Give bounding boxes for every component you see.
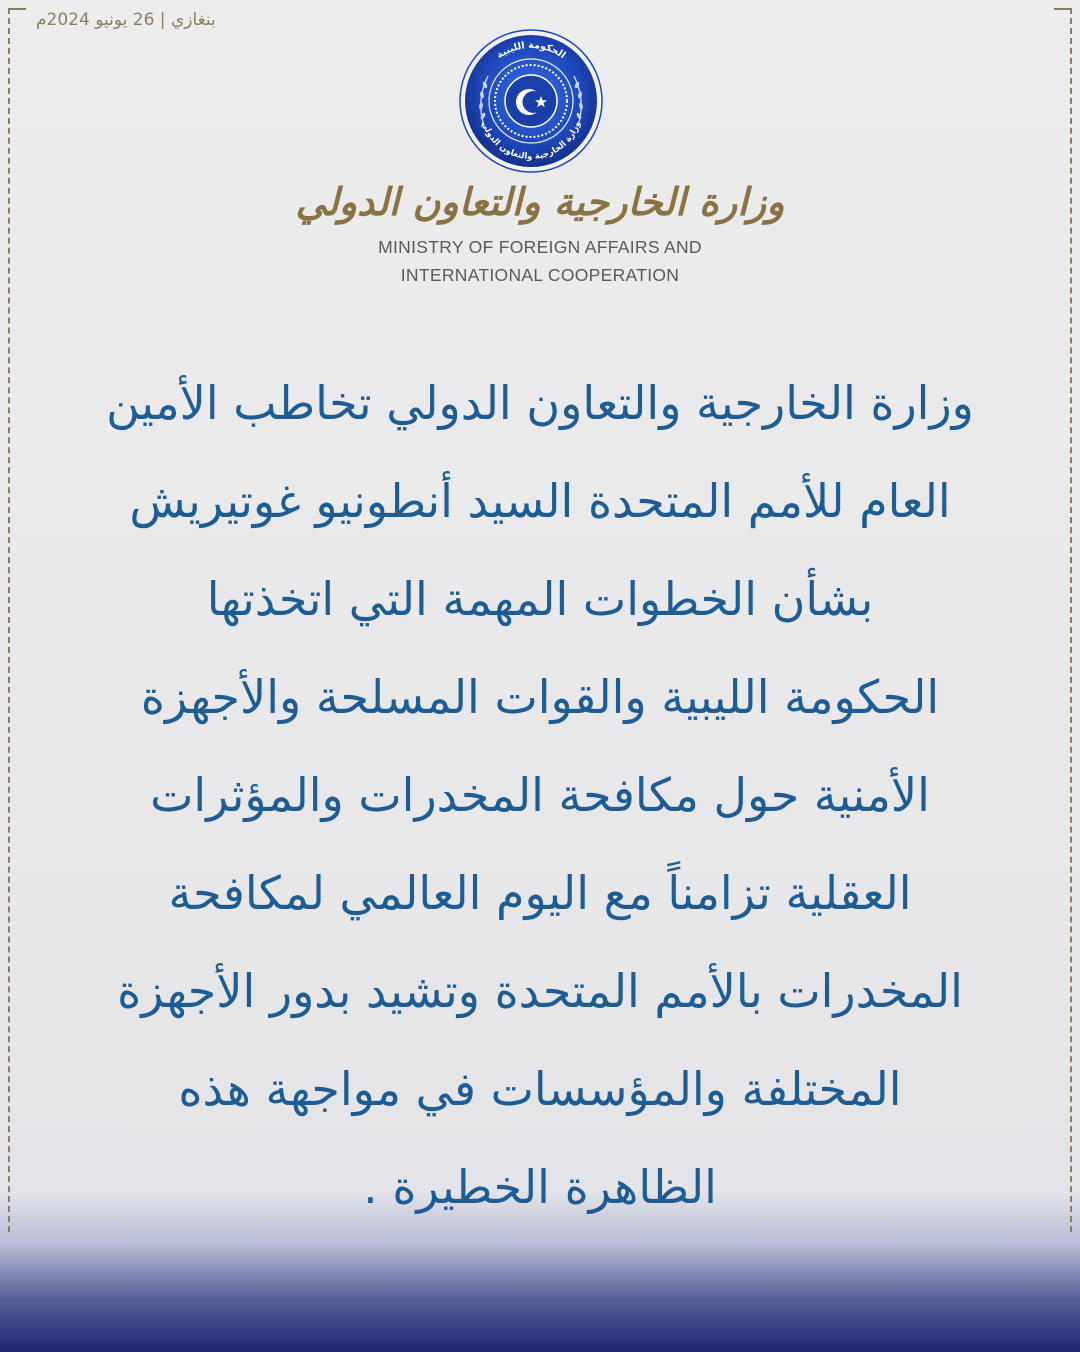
statement-line: العام للأمم المتحدة السيد أنطونيو غوتيريش — [129, 474, 951, 528]
decorative-corner-left — [8, 8, 26, 10]
ministry-name-english — [0, 233, 1080, 289]
seal-arc-top: الحكومة الليبية — [494, 39, 568, 62]
decorative-corner-right — [1054, 8, 1072, 10]
ministry-name-english-line1: MINISTRY OF FOREIGN AFFAIRS AND — [378, 237, 702, 257]
statement-line: وزارة الخارجية والتعاون الدولي تخاطب الأمين — [106, 376, 974, 430]
statement-line: المخدرات بالأمم المتحدة وتشيد بدور الأجهزة — [117, 964, 963, 1018]
ministry-name-english-line2: INTERNATIONAL COOPERATION — [400, 265, 680, 285]
libyan-government-seal-icon — [458, 28, 604, 174]
statement-line: الظاهرة الخطيرة . — [363, 1160, 717, 1214]
statement-line: بشأن الخطوات المهمة التي اتخذتها — [206, 572, 874, 626]
statement-line: الأمنية حول مكافحة المخدرات والمؤثرات — [150, 768, 930, 822]
dateline: بنغازي | 26 يونيو 2024م — [36, 10, 216, 30]
ministry-name-arabic: وزارة الخارجية والتعاون الدولي — [295, 179, 785, 224]
statement-body — [50, 354, 1030, 1236]
statement-line: الحكومة الليبية والقوات المسلحة والأجهزة — [140, 670, 940, 724]
statement-line: العقلية تزامناً مع اليوم العالمي لمكافحة — [168, 866, 912, 920]
seal-arc-bottom: وزارة الخارجية والتعاون الدولي — [479, 119, 583, 163]
statement-line: المختلفة والمؤسسات في مواجهة هذه — [178, 1062, 902, 1116]
